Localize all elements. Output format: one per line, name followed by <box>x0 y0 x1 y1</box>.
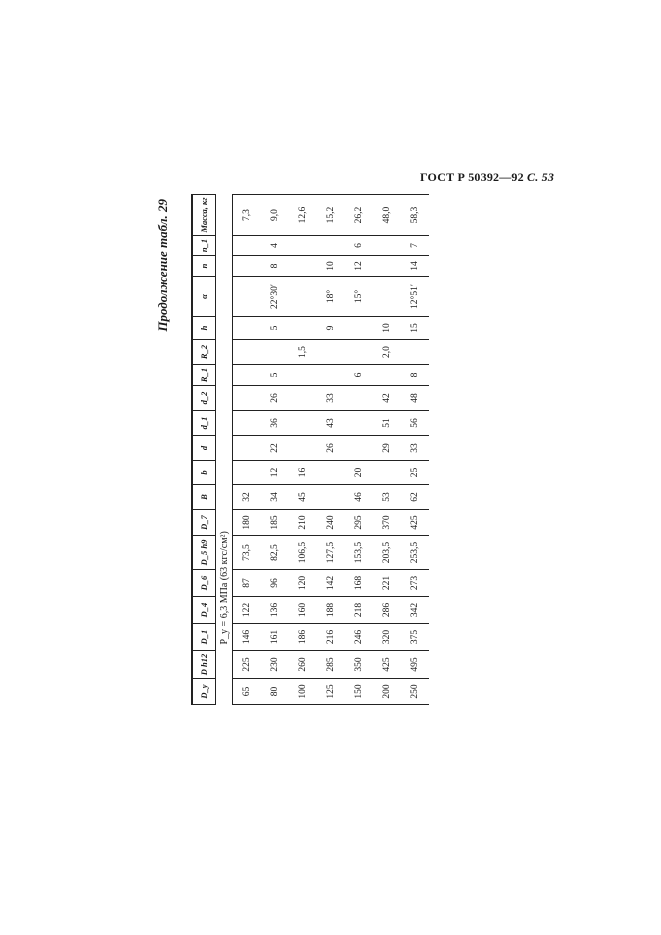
page-number: С. 53 <box>527 170 555 184</box>
table-cell: 250 <box>401 679 429 705</box>
column-header: d <box>192 436 216 461</box>
column-header: h <box>192 317 216 340</box>
table-cell: 106,5 <box>289 536 317 570</box>
column-header: D_5 h9 <box>192 536 216 570</box>
column-header: D_4 <box>192 597 216 624</box>
table-cell: 46 <box>345 485 373 510</box>
table-cell: 87 <box>233 570 262 597</box>
table-cell: 48,0 <box>373 195 401 236</box>
table-cell <box>233 340 262 365</box>
table-cell: 125 <box>317 679 345 705</box>
table-cell: 12,6 <box>289 195 317 236</box>
table-cell: 4 <box>261 236 289 256</box>
table-cell: 186 <box>289 624 317 651</box>
column-header: D_6 <box>192 570 216 597</box>
table-cell: 12°51′ <box>401 277 429 317</box>
table-cell: 7 <box>401 236 429 256</box>
table-cell: 26 <box>317 436 345 461</box>
table-cell <box>233 436 262 461</box>
table-cell: 10 <box>373 317 401 340</box>
table-cell: 425 <box>401 510 429 536</box>
table-cell: 25 <box>401 461 429 485</box>
table-cell: 200 <box>373 679 401 705</box>
table-cell: 180 <box>233 510 262 536</box>
table-cell: 12 <box>345 256 373 277</box>
table-cell: 33 <box>401 436 429 461</box>
table-cell: 161 <box>261 624 289 651</box>
table-cell <box>317 340 345 365</box>
table-cell <box>233 461 262 485</box>
table-cell: 48 <box>401 386 429 411</box>
table-cell <box>261 340 289 365</box>
table-cell: 26 <box>261 386 289 411</box>
table-cell: 286 <box>373 597 401 624</box>
flange-dimensions-table <box>191 194 429 705</box>
table-cell: 225 <box>233 651 262 679</box>
table-cell: 51 <box>373 411 401 436</box>
table-cell: 20 <box>345 461 373 485</box>
table-cell: 127,5 <box>317 536 345 570</box>
table-cell <box>317 461 345 485</box>
table-cell: 96 <box>261 570 289 597</box>
table-cell: 42 <box>373 386 401 411</box>
table-cell: 22°30′ <box>261 277 289 317</box>
table-cell: 53 <box>373 485 401 510</box>
table-cell: 33 <box>317 386 345 411</box>
table-cell: 142 <box>317 570 345 597</box>
table-cell: 12 <box>261 461 289 485</box>
table-cell: 9 <box>317 317 345 340</box>
table-cell <box>233 236 262 256</box>
column-header: α <box>192 277 216 317</box>
table-cell: 80 <box>261 679 289 705</box>
table-cell: 216 <box>317 624 345 651</box>
column-header: D h12 <box>192 651 216 679</box>
table-cell: 15 <box>401 317 429 340</box>
table-cell <box>233 411 262 436</box>
table-cell <box>373 277 401 317</box>
column-header: D_7 <box>192 510 216 536</box>
table-cell <box>401 340 429 365</box>
table-cell: 16 <box>289 461 317 485</box>
table-cell: 230 <box>261 651 289 679</box>
table-cell: 34 <box>261 485 289 510</box>
table-cell: 260 <box>289 651 317 679</box>
table-cell: 15° <box>345 277 373 317</box>
table-cell: 150 <box>345 679 373 705</box>
table-cell: 36 <box>261 411 289 436</box>
table-cell: 203,5 <box>373 536 401 570</box>
table-cell: 8 <box>401 365 429 386</box>
table-cell: 273 <box>401 570 429 597</box>
table-cell <box>289 436 317 461</box>
table-cell: 29 <box>373 436 401 461</box>
table-cell <box>289 317 317 340</box>
table-cell: 495 <box>401 651 429 679</box>
table-cell: 188 <box>317 597 345 624</box>
table-cell: 185 <box>261 510 289 536</box>
table-cell <box>317 365 345 386</box>
table-cell <box>233 386 262 411</box>
column-header: n <box>192 256 216 277</box>
column-header: R_2 <box>192 340 216 365</box>
table-cell: 122 <box>233 597 262 624</box>
table-cell: 56 <box>401 411 429 436</box>
table-cell: 32 <box>233 485 262 510</box>
table-cell: 43 <box>317 411 345 436</box>
table-cell <box>233 365 262 386</box>
table-cell <box>345 386 373 411</box>
table-cell <box>317 485 345 510</box>
table-cell: 136 <box>261 597 289 624</box>
table-cell: 240 <box>317 510 345 536</box>
table-cell: 295 <box>345 510 373 536</box>
table-caption: Продолжение табл. 29 <box>155 199 170 332</box>
table-cell: 320 <box>373 624 401 651</box>
table-cell: 375 <box>401 624 429 651</box>
column-header: D_y <box>192 679 216 705</box>
table-cell: 6 <box>345 236 373 256</box>
pressure-subheader-row <box>216 195 233 705</box>
table-cell: 18° <box>317 277 345 317</box>
page-header <box>420 170 650 185</box>
table-cell: 6 <box>345 365 373 386</box>
table-cell: 350 <box>345 651 373 679</box>
table-cell: 1,5 <box>289 340 317 365</box>
table-cell: 9,0 <box>261 195 289 236</box>
table-cell: 8 <box>261 256 289 277</box>
table-cell: 285 <box>317 651 345 679</box>
table-row <box>289 195 317 705</box>
table-cell: 253,5 <box>401 536 429 570</box>
column-header: d_1 <box>192 411 216 436</box>
table-cell: 160 <box>289 597 317 624</box>
table-cell <box>233 256 262 277</box>
table-cell: 342 <box>401 597 429 624</box>
table-cell: 7,3 <box>233 195 262 236</box>
table-cell: 45 <box>289 485 317 510</box>
table-cell: 5 <box>261 365 289 386</box>
table-cell <box>233 277 262 317</box>
table-cell: 221 <box>373 570 401 597</box>
table-row <box>373 195 401 705</box>
table-cell <box>373 461 401 485</box>
pressure-label: P_y = 6,3 МПа (63 кгс/см²) <box>216 195 233 705</box>
table-cell: 146 <box>233 624 262 651</box>
table-cell <box>373 256 401 277</box>
column-header: d_2 <box>192 386 216 411</box>
table-cell: 73,5 <box>233 536 262 570</box>
table-cell: 5 <box>261 317 289 340</box>
table-cell <box>345 436 373 461</box>
table-cell: 246 <box>345 624 373 651</box>
table-cell: 210 <box>289 510 317 536</box>
table-cell: 15,2 <box>317 195 345 236</box>
table-row <box>261 195 289 705</box>
table-cell: 62 <box>401 485 429 510</box>
table-row <box>345 195 373 705</box>
rotated-table-block <box>155 195 429 705</box>
column-header: n_1 <box>192 236 216 256</box>
table-cell <box>289 256 317 277</box>
table-cell: 425 <box>373 651 401 679</box>
table-cell: 100 <box>289 679 317 705</box>
table-cell: 10 <box>317 256 345 277</box>
table-cell: 218 <box>345 597 373 624</box>
table-cell: 370 <box>373 510 401 536</box>
table-cell: 2,0 <box>373 340 401 365</box>
table-cell <box>373 365 401 386</box>
column-header: R_1 <box>192 365 216 386</box>
table-cell: 26,2 <box>345 195 373 236</box>
table-row <box>401 195 429 705</box>
table-cell <box>233 317 262 340</box>
standard-number: ГОСТ Р 50392—92 <box>420 170 524 184</box>
table-cell: 14 <box>401 256 429 277</box>
table-cell: 153,5 <box>345 536 373 570</box>
table-cell <box>345 411 373 436</box>
table-cell <box>289 236 317 256</box>
table-cell <box>289 277 317 317</box>
table-header-row <box>192 195 216 705</box>
table-cell: 168 <box>345 570 373 597</box>
table-cell <box>317 236 345 256</box>
table-cell: 58,3 <box>401 195 429 236</box>
table-cell: 65 <box>233 679 262 705</box>
table-cell: 82,5 <box>261 536 289 570</box>
table-cell <box>345 317 373 340</box>
table-cell: 120 <box>289 570 317 597</box>
table-cell <box>289 365 317 386</box>
column-header: Масса, кг <box>192 195 216 236</box>
table-cell: 22 <box>261 436 289 461</box>
table-row <box>317 195 345 705</box>
table-cell <box>373 236 401 256</box>
table-cell <box>345 340 373 365</box>
column-header: D_1 <box>192 624 216 651</box>
table-cell <box>289 411 317 436</box>
table-cell <box>289 386 317 411</box>
column-header: b <box>192 461 216 485</box>
table-row <box>233 195 262 705</box>
column-header: B <box>192 485 216 510</box>
